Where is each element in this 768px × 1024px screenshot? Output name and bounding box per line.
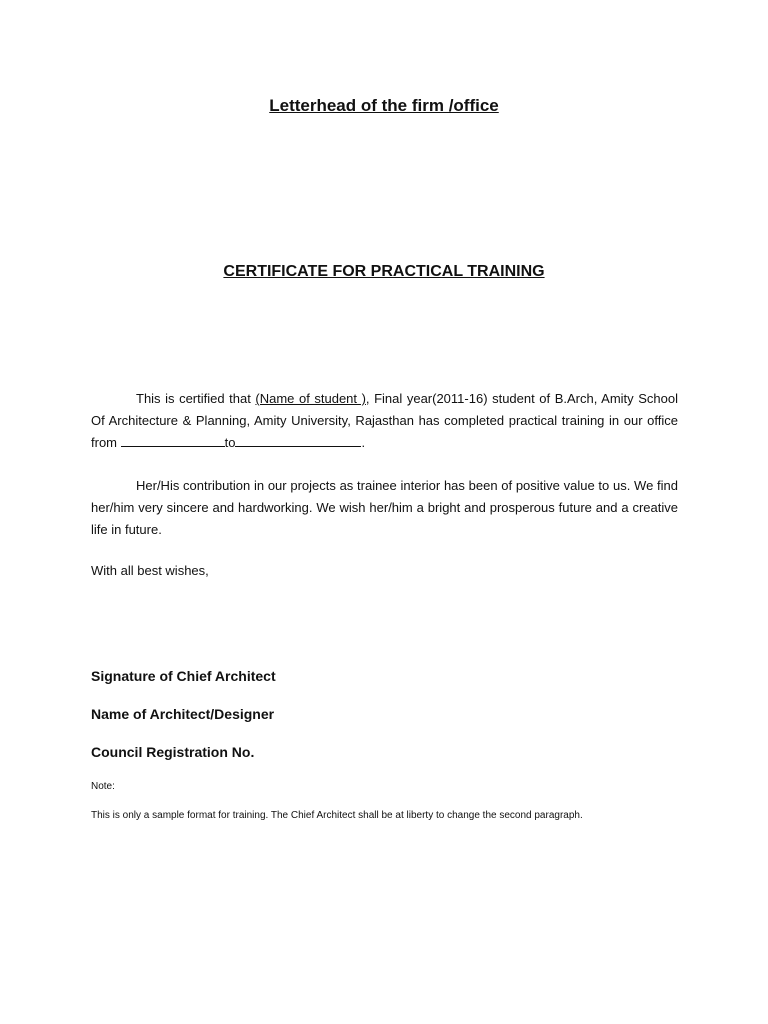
to-word: to [224,435,236,450]
student-name-placeholder: (Name of student ), [255,391,370,406]
from-date-blank [121,435,225,447]
paragraph-intro: This is certified that [136,391,256,406]
closing-wishes: With all best wishes, [91,563,209,578]
note-text: This is only a sample format for training. The Chief Architect shall be at liberty to change the second paragraph. [91,810,583,821]
paragraph-end: . [361,435,366,450]
paragraph-body: Final year(2011-16) student of B.Arch, Amity School Of Architecture & Planning, Amity University, Rajasthan has completed practical training in our office from [91,391,678,450]
contribution-paragraph [91,475,678,541]
letterhead-heading: Letterhead of the firm /office [269,96,499,115]
note-label: Note: [91,781,115,792]
certificate-title: CERTIFICATE FOR PRACTICAL TRAINING [223,263,545,280]
architect-name-line: Name of Architect/Designer [91,706,275,722]
signature-line: Signature of Chief Architect [91,668,276,684]
registration-number-line: Council Registration No. [91,744,255,760]
to-date-blank [235,435,361,447]
contribution-text: Her/His contribution in our projects as trainee interior has been of positive value to us. We find her/him very sincere and hardworking. We wish her/him a bright and prosperous future and a creative life in future. [91,478,678,537]
certification-paragraph [91,388,678,454]
